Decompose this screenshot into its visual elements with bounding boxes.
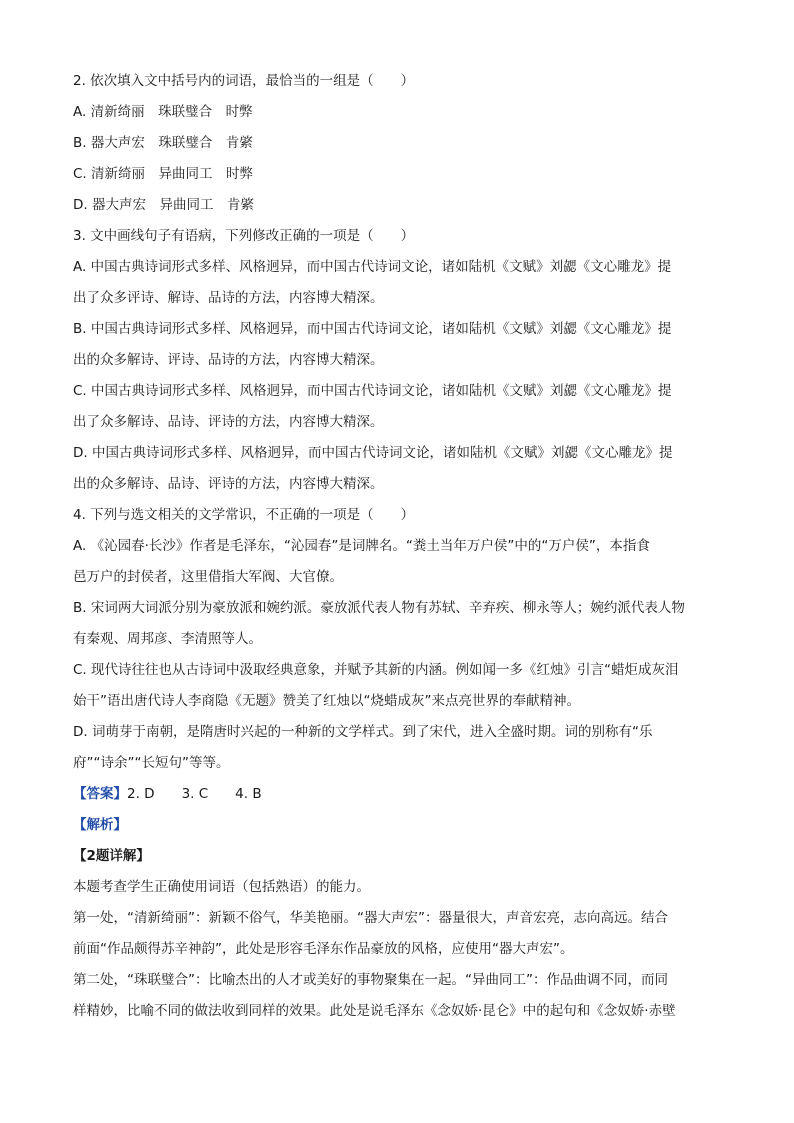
question-3-stem: 3. 文中画线句子有语病，下列修改正确的一项是（ ） bbox=[73, 228, 415, 244]
q4-option-b-line2: 有秦观、周邦彦、李清照等人。 bbox=[73, 631, 262, 647]
q3-option-b-line1: B. 中国古典诗词形式多样、风格迥异，而中国古代诗词文论，诸如陆机《文赋》刘勰《文心雕龙》提 bbox=[73, 321, 672, 337]
q4-option-c-line2: 始干”语出唐代诗人李商隐《无题》赞美了红烛以“烧蜡成灰”来点亮世界的奉献精神。 bbox=[73, 693, 580, 709]
q3-option-d-line1: D. 中国古典诗词形式多样、风格迥异，而中国古代诗词文论，诸如陆机《文赋》刘勰《文心雕龙》提 bbox=[73, 445, 673, 461]
detail-line: 样精妙，比喻不同的做法收到同样的效果。此处是说毛泽东《念奴娇·昆仑》中的起句和《念奴娇·赤壁 bbox=[73, 1003, 676, 1019]
question-2-stem: 2. 依次填入文中括号内的词语，最恰当的一组是（ ） bbox=[73, 73, 415, 89]
detail-line: 第一处，“清新绮丽”：新颖不俗气，华美艳丽。“器大声宏”：器量很大，声音宏亮，志向高远。结合 bbox=[73, 910, 668, 926]
q3-option-a-line2: 出了众多评诗、解诗、品诗的方法，内容博大精深。 bbox=[73, 290, 384, 306]
q3-option-d-line2: 出的众多解诗、品诗、评诗的方法，内容博大精深。 bbox=[73, 476, 384, 492]
document-page bbox=[73, 66, 721, 1027]
detail-line: 第二处，“珠联璧合”：比喻杰出的人才或美好的事物聚集在一起。“异曲同工”：作品曲调不同，而同 bbox=[73, 972, 668, 988]
analysis-label: 【解析】 bbox=[73, 817, 127, 833]
q3-option-a-line1: A. 中国古典诗词形式多样、风格迥异，而中国古代诗词文论，诸如陆机《文赋》刘勰《文心雕龙》提 bbox=[73, 259, 672, 275]
q4-option-c-line1: C. 现代诗往往也从古诗词中汲取经典意象，并赋予其新的内涵。例如闻一多《红烛》引言“蜡炬成灰泪 bbox=[73, 662, 679, 678]
q3-option-c-line2: 出了众多解诗、品诗、评诗的方法，内容博大精深。 bbox=[73, 414, 384, 430]
q3-option-c-line1: C. 中国古典诗词形式多样、风格迥异，而中国古代诗词文论，诸如陆机《文赋》刘勰《文心雕龙》提 bbox=[73, 383, 672, 399]
q4-option-b-line1: B. 宋词两大词派分别为豪放派和婉约派。豪放派代表人物有苏轼、辛弃疾、柳永等人；婉约派代表人物 bbox=[73, 600, 685, 616]
q2-option-c: C. 清新绮丽 异曲同工 时弊 bbox=[73, 166, 254, 182]
q4-option-a-line2: 邑万户的封侯者，这里借指大军阀、大官僚。 bbox=[73, 569, 343, 585]
q2-option-d: D. 器大声宏 异曲同工 肯綮 bbox=[73, 197, 254, 213]
question-4-stem: 4. 下列与选文相关的文学常识，不正确的一项是（ ） bbox=[73, 507, 415, 523]
q2-option-a: A. 清新绮丽 珠联璧合 时弊 bbox=[73, 104, 253, 120]
answer-text: 2. D 3. C 4. B bbox=[127, 786, 262, 802]
detail-label: 【2题详解】 bbox=[73, 848, 150, 864]
detail-line: 前面“作品颇得苏辛神韵”，此处是形容毛泽东作品豪放的风格，应使用“器大声宏”。 bbox=[73, 941, 574, 957]
q4-option-a-line1: A. 《沁园春·长沙》作者是毛泽东，“沁园春”是词牌名。“粪土当年万户侯”中的“万户侯”，本指食 bbox=[73, 538, 650, 554]
answer-line bbox=[73, 779, 721, 810]
q4-option-d-line2: 府”“诗余”“长短句”等等。 bbox=[73, 755, 230, 771]
q3-option-b-line2: 出的众多解诗、评诗、品诗的方法，内容博大精深。 bbox=[73, 352, 384, 368]
q4-option-d-line1: D. 词萌芽于南朝，是隋唐时兴起的一种新的文学样式。到了宋代，进入全盛时期。词的别称有“乐 bbox=[73, 724, 653, 740]
q2-option-b: B. 器大声宏 珠联璧合 肯綮 bbox=[73, 135, 253, 151]
detail-line: 本题考查学生正确使用词语（包括熟语）的能力。 bbox=[73, 879, 370, 895]
answer-label: 【答案】 bbox=[73, 786, 127, 802]
